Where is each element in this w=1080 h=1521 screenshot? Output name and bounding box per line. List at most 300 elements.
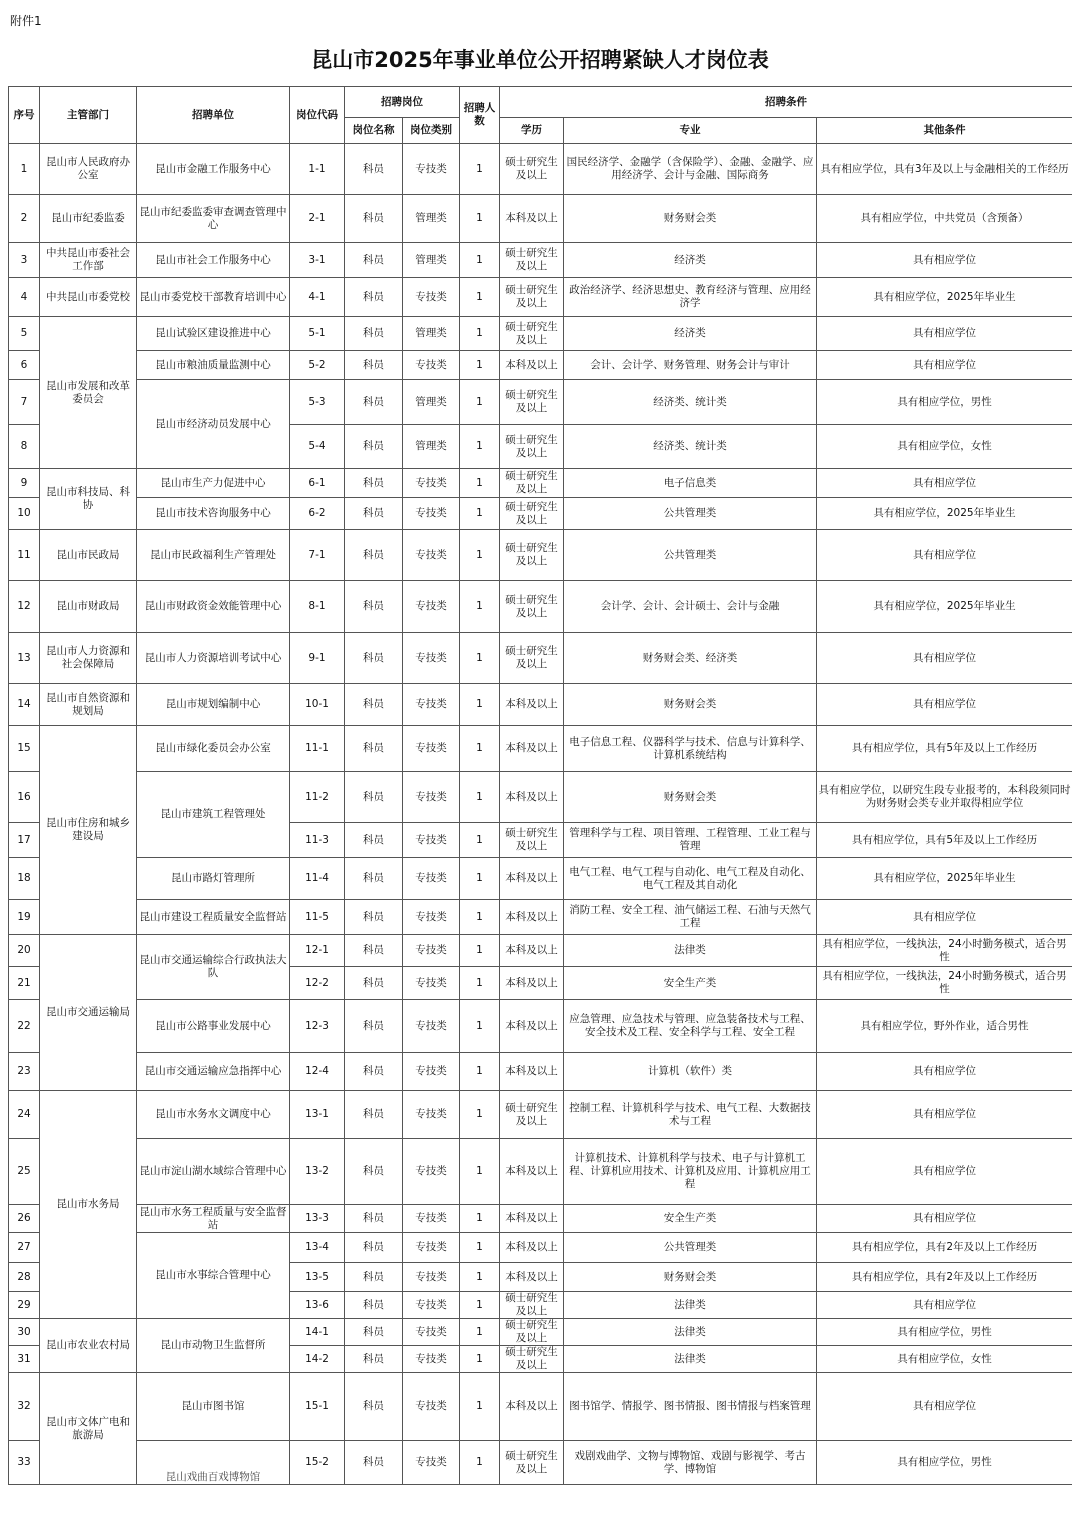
other-cell: 具有相应学位 xyxy=(817,1091,1073,1139)
count-cell: 1 xyxy=(460,317,500,351)
major-cell: 法律类 xyxy=(564,1292,817,1319)
post-name-cell: 科员 xyxy=(345,1292,403,1319)
seq-cell: 25 xyxy=(9,1139,40,1205)
code-cell: 14-1 xyxy=(290,1319,345,1346)
post-name-cell: 科员 xyxy=(345,243,403,278)
post-name-cell: 科员 xyxy=(345,1346,403,1373)
count-cell: 1 xyxy=(460,1091,500,1139)
unit-cell: 昆山市路灯管理所 xyxy=(137,858,290,900)
post-type-cell: 专技类 xyxy=(403,469,460,498)
major-cell: 法律类 xyxy=(564,1346,817,1373)
seq-cell: 17 xyxy=(9,823,40,858)
other-cell: 具有相应学位，中共党员（含预备） xyxy=(817,195,1073,243)
seq-cell: 32 xyxy=(9,1373,40,1441)
unit-cell: 昆山市淀山湖水域综合管理中心 xyxy=(137,1139,290,1205)
seq-cell: 21 xyxy=(9,967,40,1000)
unit-cell: 昆山试验区建设推进中心 xyxy=(137,317,290,351)
header-post-name: 岗位名称 xyxy=(345,118,403,144)
code-cell: 13-1 xyxy=(290,1091,345,1139)
dept-cell: 昆山市农业农村局 xyxy=(40,1319,137,1373)
code-cell: 5-2 xyxy=(290,351,345,380)
post-type-cell: 管理类 xyxy=(403,195,460,243)
count-cell: 1 xyxy=(460,1263,500,1292)
other-cell: 具有相应学位，男性 xyxy=(817,380,1073,425)
seq-cell: 26 xyxy=(9,1205,40,1233)
post-type-cell: 专技类 xyxy=(403,772,460,823)
post-type-cell: 专技类 xyxy=(403,823,460,858)
major-cell: 公共管理类 xyxy=(564,530,817,581)
code-cell: 7-1 xyxy=(290,530,345,581)
unit-cell: 昆山市财政资金效能管理中心 xyxy=(137,581,290,633)
major-cell: 图书馆学、情报学、图书情报、图书情报与档案管理 xyxy=(564,1373,817,1441)
education-cell: 本科及以上 xyxy=(500,684,564,726)
major-cell: 经济类 xyxy=(564,243,817,278)
count-cell: 1 xyxy=(460,900,500,935)
post-type-cell: 管理类 xyxy=(403,317,460,351)
count-cell: 1 xyxy=(460,278,500,317)
unit-cell: 昆山市民政福利生产管理处 xyxy=(137,530,290,581)
seq-cell: 14 xyxy=(9,684,40,726)
post-type-cell: 专技类 xyxy=(403,1205,460,1233)
other-cell: 具有相应学位 xyxy=(817,684,1073,726)
code-cell: 13-4 xyxy=(290,1233,345,1263)
unit-cell: 昆山市公路事业发展中心 xyxy=(137,1000,290,1053)
unit-cell: 昆山市委党校干部教育培训中心 xyxy=(137,278,290,317)
dept-cell: 昆山市财政局 xyxy=(40,581,137,633)
code-cell: 12-3 xyxy=(290,1000,345,1053)
major-cell: 公共管理类 xyxy=(564,1233,817,1263)
post-name-cell: 科员 xyxy=(345,726,403,772)
education-cell: 硕士研究生及以上 xyxy=(500,469,564,498)
education-cell: 硕士研究生及以上 xyxy=(500,633,564,684)
post-name-cell: 科员 xyxy=(345,317,403,351)
unit-cell: 昆山市技术咨询服务中心 xyxy=(137,498,290,530)
education-cell: 本科及以上 xyxy=(500,351,564,380)
code-cell: 11-4 xyxy=(290,858,345,900)
dept-cell: 昆山市文体广电和旅游局 xyxy=(40,1373,137,1485)
header-unit: 招聘单位 xyxy=(137,87,290,144)
dept-cell: 昆山市发展和改革委员会 xyxy=(40,317,137,469)
post-type-cell: 专技类 xyxy=(403,530,460,581)
seq-cell: 16 xyxy=(9,772,40,823)
seq-cell: 31 xyxy=(9,1346,40,1373)
other-cell: 具有相应学位，具有2年及以上工作经历 xyxy=(817,1233,1073,1263)
other-cell: 具有相应学位 xyxy=(817,1139,1073,1205)
major-cell: 经济类、统计类 xyxy=(564,425,817,469)
major-cell: 计算机（软件）类 xyxy=(564,1053,817,1091)
post-name-cell: 科员 xyxy=(345,823,403,858)
unit-cell: 昆山市金融工作服务中心 xyxy=(137,144,290,195)
post-name-cell: 科员 xyxy=(345,772,403,823)
table-viewport xyxy=(8,86,1072,1490)
header-post: 招聘岗位 xyxy=(345,87,460,118)
seq-cell: 1 xyxy=(9,144,40,195)
other-cell: 具有相应学位，一线执法，24小时勤务模式，适合男性 xyxy=(817,935,1073,967)
other-cell: 具有相应学位，2025年毕业生 xyxy=(817,581,1073,633)
count-cell: 1 xyxy=(460,935,500,967)
dept-cell: 昆山市水务局 xyxy=(40,1091,137,1319)
count-cell: 1 xyxy=(460,1373,500,1441)
major-cell: 安全生产类 xyxy=(564,1205,817,1233)
major-cell: 法律类 xyxy=(564,935,817,967)
count-cell: 1 xyxy=(460,425,500,469)
dept-cell: 昆山市人力资源和社会保障局 xyxy=(40,633,137,684)
other-cell: 具有相应学位，具有3年及以上与金融相关的工作经历 xyxy=(817,144,1073,195)
unit-cell: 昆山市交通运输应急指挥中心 xyxy=(137,1053,290,1091)
post-type-cell: 专技类 xyxy=(403,858,460,900)
post-name-cell: 科员 xyxy=(345,1053,403,1091)
seq-cell: 8 xyxy=(9,425,40,469)
education-cell: 硕士研究生及以上 xyxy=(500,530,564,581)
post-type-cell: 专技类 xyxy=(403,935,460,967)
code-cell: 8-1 xyxy=(290,581,345,633)
header-seq: 序号 xyxy=(9,87,40,144)
major-cell: 计算机技术、计算机科学与技术、电子与计算机工程、计算机应用技术、计算机及应用、计算机应用工程 xyxy=(564,1139,817,1205)
education-cell: 硕士研究生及以上 xyxy=(500,1292,564,1319)
post-type-cell: 专技类 xyxy=(403,1263,460,1292)
seq-cell: 10 xyxy=(9,498,40,530)
major-cell: 国民经济学、金融学（含保险学）、金融、金融学、应用经济学、会计与金融、国际商务 xyxy=(564,144,817,195)
other-cell: 具有相应学位，具有2年及以上工作经历 xyxy=(817,1263,1073,1292)
unit-cell: 昆山市动物卫生监督所 xyxy=(137,1319,290,1373)
count-cell: 1 xyxy=(460,380,500,425)
count-cell: 1 xyxy=(460,772,500,823)
count-cell: 1 xyxy=(460,1205,500,1233)
code-cell: 3-1 xyxy=(290,243,345,278)
seq-cell: 2 xyxy=(9,195,40,243)
other-cell: 具有相应学位，2025年毕业生 xyxy=(817,278,1073,317)
major-cell: 财务财会类、经济类 xyxy=(564,633,817,684)
post-name-cell: 科员 xyxy=(345,581,403,633)
post-name-cell: 科员 xyxy=(345,1139,403,1205)
other-cell: 具有相应学位，2025年毕业生 xyxy=(817,858,1073,900)
seq-cell: 28 xyxy=(9,1263,40,1292)
post-type-cell: 专技类 xyxy=(403,1346,460,1373)
post-name-cell: 科员 xyxy=(345,967,403,1000)
education-cell: 硕士研究生及以上 xyxy=(500,823,564,858)
code-cell: 11-2 xyxy=(290,772,345,823)
code-cell: 5-1 xyxy=(290,317,345,351)
code-cell: 15-2 xyxy=(290,1441,345,1485)
major-cell: 应急管理、应急技术与管理、应急装备技术与工程、安全技术及工程、安全科学与工程、安全工程 xyxy=(564,1000,817,1053)
post-name-cell: 科员 xyxy=(345,195,403,243)
count-cell: 1 xyxy=(460,1139,500,1205)
other-cell: 具有相应学位 xyxy=(817,469,1073,498)
education-cell: 硕士研究生及以上 xyxy=(500,425,564,469)
unit-cell: 昆山市纪委监委审查调查管理中心 xyxy=(137,195,290,243)
education-cell: 硕士研究生及以上 xyxy=(500,144,564,195)
post-type-cell: 专技类 xyxy=(403,1441,460,1485)
header-major: 专业 xyxy=(564,118,817,144)
education-cell: 硕士研究生及以上 xyxy=(500,317,564,351)
seq-cell: 9 xyxy=(9,469,40,498)
seq-cell: 30 xyxy=(9,1319,40,1346)
major-cell: 财务财会类 xyxy=(564,195,817,243)
major-cell: 政治经济学、经济思想史、教育经济与管理、应用经济学 xyxy=(564,278,817,317)
post-type-cell: 专技类 xyxy=(403,1091,460,1139)
seq-cell: 11 xyxy=(9,530,40,581)
unit-cell: 昆山市水务工程质量与安全监督站 xyxy=(137,1205,290,1233)
post-type-cell: 专技类 xyxy=(403,278,460,317)
count-cell: 1 xyxy=(460,858,500,900)
other-cell: 具有相应学位 xyxy=(817,351,1073,380)
seq-cell: 7 xyxy=(9,380,40,425)
major-cell: 经济类 xyxy=(564,317,817,351)
seq-cell: 22 xyxy=(9,1000,40,1053)
major-cell: 财务财会类 xyxy=(564,684,817,726)
seq-cell: 23 xyxy=(9,1053,40,1091)
dept-cell: 中共昆山市委社会工作部 xyxy=(40,243,137,278)
unit-cell: 昆山市人力资源培训考试中心 xyxy=(137,633,290,684)
education-cell: 硕士研究生及以上 xyxy=(500,380,564,425)
education-cell: 硕士研究生及以上 xyxy=(500,498,564,530)
code-cell: 12-2 xyxy=(290,967,345,1000)
major-cell: 电气工程、电气工程与自动化、电气工程及自动化、电气工程及其自动化 xyxy=(564,858,817,900)
major-cell: 财务财会类 xyxy=(564,1263,817,1292)
major-cell: 经济类、统计类 xyxy=(564,380,817,425)
code-cell: 6-1 xyxy=(290,469,345,498)
code-cell: 5-3 xyxy=(290,380,345,425)
code-cell: 13-2 xyxy=(290,1139,345,1205)
code-cell: 5-4 xyxy=(290,425,345,469)
count-cell: 1 xyxy=(460,498,500,530)
count-cell: 1 xyxy=(460,684,500,726)
major-cell: 会计、会计学、财务管理、财务会计与审计 xyxy=(564,351,817,380)
unit-cell: 昆山戏曲百戏博物馆 xyxy=(137,1441,290,1485)
major-cell: 消防工程、安全工程、油气储运工程、石油与天然气工程 xyxy=(564,900,817,935)
unit-cell: 昆山市水务水文调度中心 xyxy=(137,1091,290,1139)
other-cell: 具有相应学位，一线执法，24小时勤务模式，适合男性 xyxy=(817,967,1073,1000)
post-name-cell: 科员 xyxy=(345,144,403,195)
post-type-cell: 管理类 xyxy=(403,425,460,469)
major-cell: 管理科学与工程、项目管理、工程管理、工业工程与管理 xyxy=(564,823,817,858)
other-cell: 具有相应学位 xyxy=(817,1205,1073,1233)
code-cell: 12-4 xyxy=(290,1053,345,1091)
count-cell: 1 xyxy=(460,351,500,380)
education-cell: 硕士研究生及以上 xyxy=(500,1319,564,1346)
post-type-cell: 专技类 xyxy=(403,144,460,195)
post-name-cell: 科员 xyxy=(345,425,403,469)
count-cell: 1 xyxy=(460,1346,500,1373)
education-cell: 本科及以上 xyxy=(500,1263,564,1292)
post-name-cell: 科员 xyxy=(345,1263,403,1292)
unit-cell: 昆山市粮油质量监测中心 xyxy=(137,351,290,380)
unit-cell: 昆山市生产力促进中心 xyxy=(137,469,290,498)
dept-cell: 昆山市纪委监委 xyxy=(40,195,137,243)
code-cell: 10-1 xyxy=(290,684,345,726)
post-name-cell: 科员 xyxy=(345,935,403,967)
other-cell: 具有相应学位，男性 xyxy=(817,1441,1073,1485)
post-name-cell: 科员 xyxy=(345,1000,403,1053)
other-cell: 具有相应学位 xyxy=(817,1292,1073,1319)
major-cell: 安全生产类 xyxy=(564,967,817,1000)
post-type-cell: 专技类 xyxy=(403,351,460,380)
seq-cell: 15 xyxy=(9,726,40,772)
unit-cell: 昆山市经济动员发展中心 xyxy=(137,380,290,469)
unit-cell: 昆山市社会工作服务中心 xyxy=(137,243,290,278)
education-cell: 本科及以上 xyxy=(500,1000,564,1053)
post-type-cell: 专技类 xyxy=(403,1319,460,1346)
other-cell: 具有相应学位 xyxy=(817,633,1073,684)
education-cell: 本科及以上 xyxy=(500,900,564,935)
seq-cell: 18 xyxy=(9,858,40,900)
major-cell: 戏剧戏曲学、文物与博物馆、戏剧与影视学、考古学、博物馆 xyxy=(564,1441,817,1485)
count-cell: 1 xyxy=(460,1319,500,1346)
education-cell: 本科及以上 xyxy=(500,935,564,967)
count-cell: 1 xyxy=(460,1053,500,1091)
other-cell: 具有相应学位，野外作业，适合男性 xyxy=(817,1000,1073,1053)
seq-cell: 13 xyxy=(9,633,40,684)
post-type-cell: 专技类 xyxy=(403,726,460,772)
other-cell: 具有相应学位，具有5年及以上工作经历 xyxy=(817,823,1073,858)
recruitment-table xyxy=(8,86,1072,1485)
attachment-label: 附件1 xyxy=(10,14,42,28)
education-cell: 硕士研究生及以上 xyxy=(500,243,564,278)
post-name-cell: 科员 xyxy=(345,1233,403,1263)
education-cell: 本科及以上 xyxy=(500,1233,564,1263)
unit-cell: 昆山市绿化委员会办公室 xyxy=(137,726,290,772)
unit-cell: 昆山市图书馆 xyxy=(137,1373,290,1441)
education-cell: 硕士研究生及以上 xyxy=(500,278,564,317)
page-title: 昆山市2025年事业单位公开招聘紧缺人才岗位表 xyxy=(311,48,769,72)
other-cell: 具有相应学位 xyxy=(817,900,1073,935)
code-cell: 13-3 xyxy=(290,1205,345,1233)
post-name-cell: 科员 xyxy=(345,498,403,530)
post-name-cell: 科员 xyxy=(345,1441,403,1485)
education-cell: 本科及以上 xyxy=(500,726,564,772)
post-type-cell: 专技类 xyxy=(403,1000,460,1053)
post-name-cell: 科员 xyxy=(345,530,403,581)
post-name-cell: 科员 xyxy=(345,1319,403,1346)
other-cell: 具有相应学位，女性 xyxy=(817,425,1073,469)
header-post-type: 岗位类别 xyxy=(403,118,460,144)
unit-cell: 昆山市交通运输综合行政执法大队 xyxy=(137,935,290,1000)
dept-cell: 昆山市人民政府办公室 xyxy=(40,144,137,195)
major-cell: 会计学、会计、会计硕士、会计与金融 xyxy=(564,581,817,633)
major-cell: 电子信息工程、仪器科学与技术、信息与计算科学、计算机系统结构 xyxy=(564,726,817,772)
major-cell: 财务财会类 xyxy=(564,772,817,823)
post-name-cell: 科员 xyxy=(345,380,403,425)
dept-cell: 昆山市住房和城乡建设局 xyxy=(40,726,137,935)
post-name-cell: 科员 xyxy=(345,278,403,317)
other-cell: 具有相应学位 xyxy=(817,1373,1073,1441)
post-type-cell: 专技类 xyxy=(403,1292,460,1319)
dept-cell: 昆山市自然资源和规划局 xyxy=(40,684,137,726)
count-cell: 1 xyxy=(460,1292,500,1319)
other-cell: 具有相应学位，以研究生段专业报考的，本科段须同时为财务财会类专业并取得相应学位 xyxy=(817,772,1073,823)
other-cell: 具有相应学位，女性 xyxy=(817,1346,1073,1373)
education-cell: 本科及以上 xyxy=(500,858,564,900)
code-cell: 11-5 xyxy=(290,900,345,935)
education-cell: 本科及以上 xyxy=(500,1139,564,1205)
header-conditions: 招聘条件 xyxy=(500,87,1073,118)
post-type-cell: 管理类 xyxy=(403,380,460,425)
post-name-cell: 科员 xyxy=(345,858,403,900)
count-cell: 1 xyxy=(460,581,500,633)
post-type-cell: 专技类 xyxy=(403,1053,460,1091)
post-name-cell: 科员 xyxy=(345,469,403,498)
code-cell: 1-1 xyxy=(290,144,345,195)
other-cell: 具有相应学位，具有5年及以上工作经历 xyxy=(817,726,1073,772)
other-cell: 具有相应学位，2025年毕业生 xyxy=(817,498,1073,530)
code-cell: 13-6 xyxy=(290,1292,345,1319)
count-cell: 1 xyxy=(460,243,500,278)
header-dept: 主管部门 xyxy=(40,87,137,144)
post-type-cell: 专技类 xyxy=(403,1139,460,1205)
education-cell: 本科及以上 xyxy=(500,772,564,823)
other-cell: 具有相应学位 xyxy=(817,317,1073,351)
education-cell: 本科及以上 xyxy=(500,1205,564,1233)
dept-cell: 中共昆山市委党校 xyxy=(40,278,137,317)
code-cell: 13-5 xyxy=(290,1263,345,1292)
post-type-cell: 专技类 xyxy=(403,581,460,633)
seq-cell: 27 xyxy=(9,1233,40,1263)
education-cell: 本科及以上 xyxy=(500,967,564,1000)
code-cell: 11-1 xyxy=(290,726,345,772)
other-cell: 具有相应学位 xyxy=(817,243,1073,278)
code-cell: 9-1 xyxy=(290,633,345,684)
code-cell: 11-3 xyxy=(290,823,345,858)
major-cell: 控制工程、计算机科学与技术、电气工程、大数据技术与工程 xyxy=(564,1091,817,1139)
post-name-cell: 科员 xyxy=(345,1091,403,1139)
header-code: 岗位代码 xyxy=(290,87,345,144)
seq-cell: 5 xyxy=(9,317,40,351)
count-cell: 1 xyxy=(460,823,500,858)
post-type-cell: 专技类 xyxy=(403,900,460,935)
code-cell: 14-2 xyxy=(290,1346,345,1373)
count-cell: 1 xyxy=(460,967,500,1000)
education-cell: 硕士研究生及以上 xyxy=(500,1346,564,1373)
post-name-cell: 科员 xyxy=(345,900,403,935)
post-name-cell: 科员 xyxy=(345,633,403,684)
count-cell: 1 xyxy=(460,633,500,684)
seq-cell: 6 xyxy=(9,351,40,380)
post-type-cell: 专技类 xyxy=(403,684,460,726)
education-cell: 本科及以上 xyxy=(500,195,564,243)
seq-cell: 29 xyxy=(9,1292,40,1319)
dept-cell: 昆山市交通运输局 xyxy=(40,935,137,1091)
major-cell: 电子信息类 xyxy=(564,469,817,498)
code-cell: 2-1 xyxy=(290,195,345,243)
post-type-cell: 专技类 xyxy=(403,967,460,1000)
unit-cell: 昆山市建设工程质量安全监督站 xyxy=(137,900,290,935)
post-type-cell: 专技类 xyxy=(403,633,460,684)
education-cell: 硕士研究生及以上 xyxy=(500,1091,564,1139)
other-cell: 具有相应学位 xyxy=(817,530,1073,581)
major-cell: 公共管理类 xyxy=(564,498,817,530)
major-cell: 法律类 xyxy=(564,1319,817,1346)
seq-cell: 3 xyxy=(9,243,40,278)
dept-cell: 昆山市民政局 xyxy=(40,530,137,581)
code-cell: 15-1 xyxy=(290,1373,345,1441)
post-name-cell: 科员 xyxy=(345,1205,403,1233)
post-type-cell: 管理类 xyxy=(403,243,460,278)
unit-cell: 昆山市规划编制中心 xyxy=(137,684,290,726)
count-cell: 1 xyxy=(460,469,500,498)
seq-cell: 4 xyxy=(9,278,40,317)
count-cell: 1 xyxy=(460,144,500,195)
count-cell: 1 xyxy=(460,726,500,772)
education-cell: 硕士研究生及以上 xyxy=(500,581,564,633)
code-cell: 4-1 xyxy=(290,278,345,317)
header-education: 学历 xyxy=(500,118,564,144)
other-cell: 具有相应学位 xyxy=(817,1053,1073,1091)
unit-cell: 昆山市建筑工程管理处 xyxy=(137,772,290,858)
count-cell: 1 xyxy=(460,1233,500,1263)
post-type-cell: 专技类 xyxy=(403,498,460,530)
seq-cell: 24 xyxy=(9,1091,40,1139)
education-cell: 本科及以上 xyxy=(500,1373,564,1441)
